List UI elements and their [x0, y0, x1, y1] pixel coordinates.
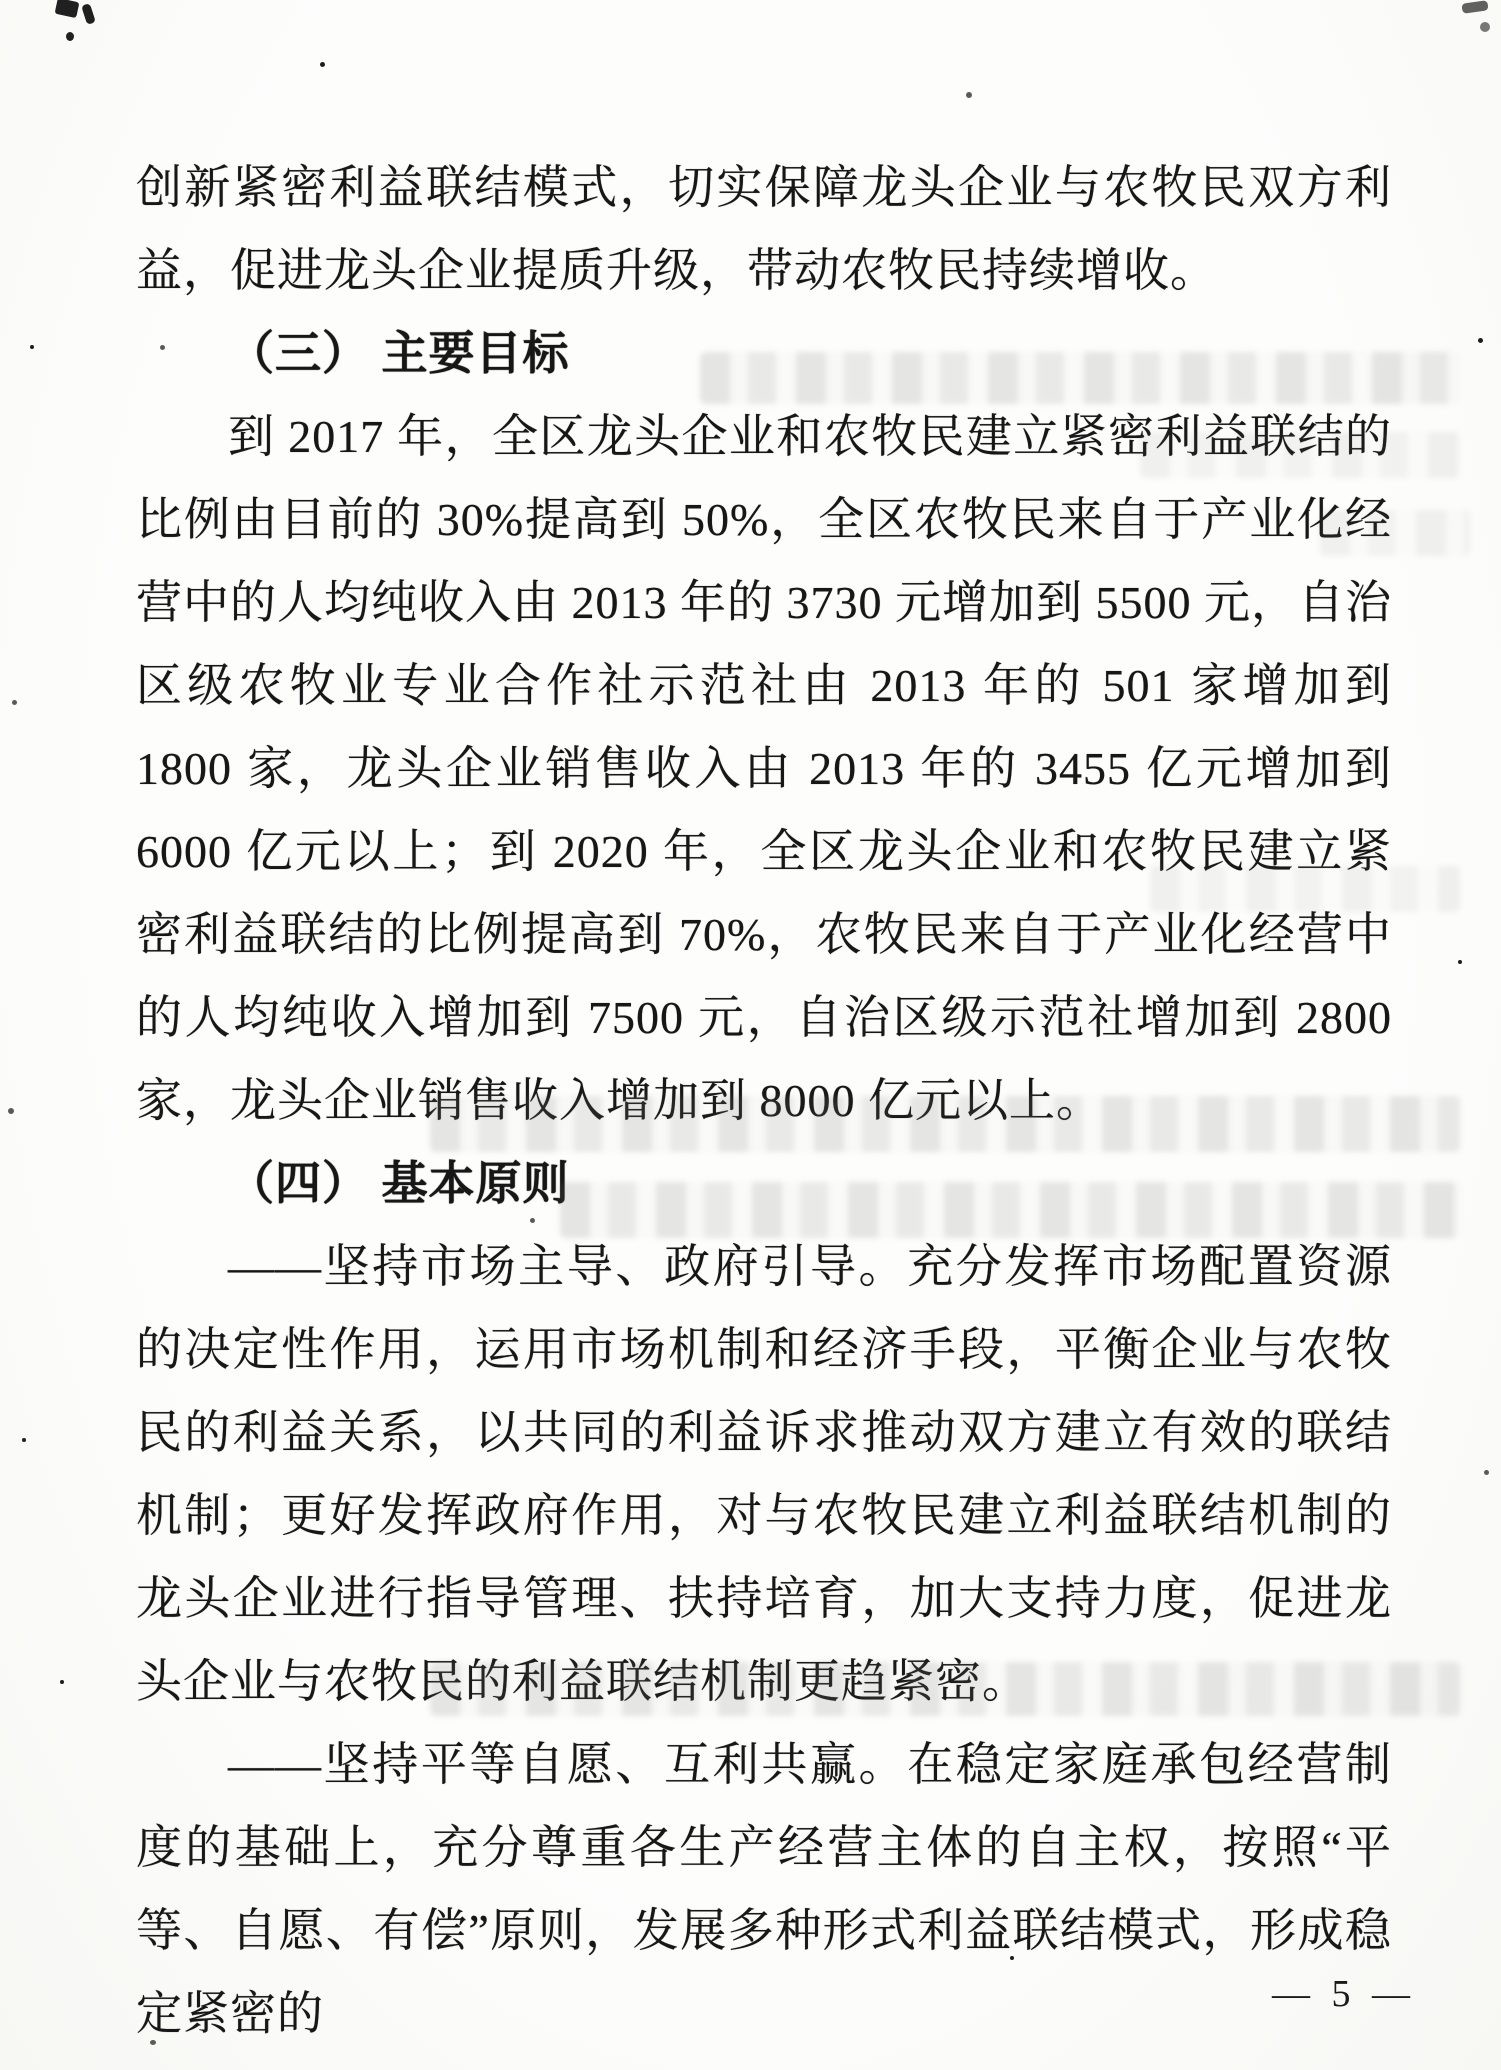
- scan-speck: [30, 345, 34, 349]
- scan-corner-mark: [55, 0, 80, 18]
- scan-speck: [1484, 1470, 1489, 1475]
- scan-corner-mark: [81, 3, 96, 25]
- paragraph-main-goals: 到 2017 年，全区龙头企业和农牧民建立紧密利益联结的比例由目前的 30%提高到 50%，全区农牧民来自于产业化经营中的人均纯收入由 2013 年的 3730 元增加到 5500 元，自治区级农牧业专业合作社示范社由 2013 年的 501 家增加到 1800 家，龙头企业销售收入由 2013 年的 3455 亿元增加到 6000 亿元以上；到 2020 年，全区龙头企业和农牧民建立紧密利益联结的比例提高到 70%，农牧民来自于产业化经营中的人均纯收入增加到 7500 元，自治区级示范社增加到 2800 家，龙头企业销售收入增加到 8000 亿元以上。: [136, 411, 1392, 1126]
- bleed-through-smudge: [1150, 866, 1460, 912]
- scan-speck: [1458, 960, 1462, 964]
- bleed-through-smudge: [430, 1096, 1460, 1152]
- section-heading-4: （四） 基本原则: [228, 1158, 570, 1209]
- scan-speck: [22, 1438, 26, 1442]
- scan-speck: [12, 700, 17, 705]
- bleed-through-smudge: [700, 352, 1460, 404]
- scan-speck: [8, 1108, 14, 1114]
- scan-speck: [1478, 338, 1483, 343]
- scan-corner-mark: [1461, 0, 1488, 14]
- bleed-through-smudge: [430, 1662, 1460, 1716]
- paragraph-principle-market: ——坚持市场主导、政府引导。充分发挥市场配置资源的决定性作用，运用市场机制和经济手段，平衡企业与农牧民的利益关系，以共同的利益诉求推动双方建立有效的联结机制；更好发挥政府作用，对与农牧民建立利益联结机制的龙头企业进行指导管理、扶持培育，加大支持力度，促进龙头企业与农牧民的利益联结机制更趋紧密。: [136, 1241, 1392, 1707]
- scan-speck: [150, 2040, 156, 2045]
- paragraph-continuation: 创新紧密利益联结模式，切实保障龙头企业与农牧民双方利益，促进龙头企业提质升级，带动农牧民持续增收。: [136, 162, 1392, 296]
- scan-corner-mark: [1480, 22, 1490, 32]
- bleed-through-smudge: [1140, 432, 1460, 478]
- bleed-through-smudge: [1320, 510, 1470, 556]
- bleed-through-smudge: [560, 1182, 1460, 1238]
- scan-speck: [60, 1680, 64, 1684]
- paragraph-principle-equality: ——坚持平等自愿、互利共赢。在稳定家庭承包经营制度的基础上，充分尊重各生产经营主体的自主权，按照“平等、自愿、有偿”原则，发展多种形式利益联结模式，形成稳定紧密的: [136, 1739, 1392, 2039]
- scan-corner-mark: [66, 32, 74, 41]
- section-heading-3: （三） 主要目标: [228, 328, 570, 379]
- scan-speck: [320, 62, 325, 67]
- scan-speck: [966, 92, 972, 98]
- page-number: — 5 —: [1272, 1973, 1416, 2015]
- scan-speck: [530, 1218, 535, 1223]
- scan-speck: [160, 345, 165, 350]
- scan-speck: [1010, 1956, 1014, 1960]
